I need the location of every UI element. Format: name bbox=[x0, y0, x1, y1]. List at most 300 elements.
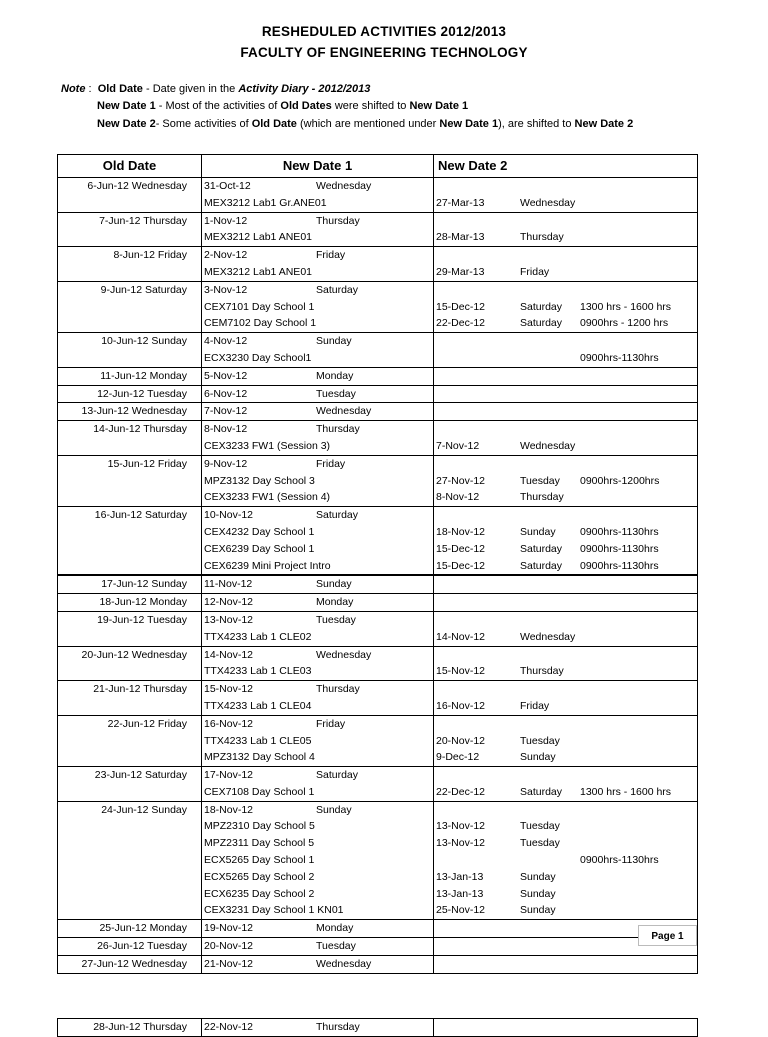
old-date: 24-Jun-12 Sunday bbox=[101, 803, 187, 816]
new-date-1-text: CEX7101 Day School 1 bbox=[204, 300, 315, 313]
new-date-1-line bbox=[202, 835, 433, 852]
table-row bbox=[58, 333, 698, 368]
new-date-1-text: CEX3233 FW1 (Session 4) bbox=[204, 491, 331, 504]
new-date-1-line bbox=[202, 541, 433, 558]
new-date-2-cell bbox=[434, 802, 698, 920]
new-date-2-line bbox=[434, 368, 697, 385]
new-date-2-text: 15-Dec-12 bbox=[436, 559, 486, 572]
note-text: were shifted to bbox=[331, 100, 410, 112]
new-date-1-text: MPZ3132 Day School 4 bbox=[204, 751, 315, 764]
new-date-1-cell bbox=[202, 507, 434, 574]
new-date-2-cell bbox=[434, 716, 698, 766]
old-date: 17-Jun-12 Sunday bbox=[101, 578, 187, 591]
new-date-1-text: TTX4233 Lab 1 CLE02 bbox=[204, 630, 312, 643]
document-subtitle: FACULTY OF ENGINEERING TECHNOLOGY bbox=[240, 45, 528, 60]
new-date-1-text: MEX3212 Lab1 ANE01 bbox=[204, 265, 312, 278]
new-date-1-day: Wednesday bbox=[316, 648, 372, 661]
new-date-1-line bbox=[202, 681, 433, 698]
new-date-1-line bbox=[202, 886, 433, 903]
new-date-2-text: 16-Nov-12 bbox=[436, 699, 486, 712]
old-date-cell bbox=[58, 612, 202, 646]
old-date: 25-Jun-12 Monday bbox=[99, 922, 187, 935]
old-date-cell bbox=[58, 456, 202, 506]
new-date-2-line bbox=[434, 716, 697, 733]
new-date-2-day: Sunday bbox=[520, 870, 556, 883]
new-date-1-text: CEX6239 Day School 1 bbox=[204, 542, 315, 555]
new-date-2-line bbox=[434, 507, 697, 524]
new-date-1-text: MPZ2310 Day School 5 bbox=[204, 820, 315, 833]
new-date-2-line bbox=[434, 749, 697, 766]
new-date-2-cell bbox=[434, 247, 698, 281]
table-row bbox=[58, 594, 698, 612]
table-row bbox=[58, 716, 698, 767]
new-date-2-line bbox=[434, 594, 697, 611]
new-date-2-line bbox=[434, 663, 697, 680]
new-date-1-text: ECX5265 Day School 2 bbox=[204, 870, 315, 883]
note-term: New Date 2 bbox=[97, 118, 156, 130]
new-date-2-time: 1300 hrs - 1600 hrs bbox=[580, 300, 672, 313]
new-date-2-text: 15-Dec-12 bbox=[436, 542, 486, 555]
old-date-cell bbox=[58, 767, 202, 801]
new-date-1-text: 19-Nov-12 bbox=[204, 922, 254, 935]
new-date-2-line bbox=[434, 541, 697, 558]
new-date-1-text: 17-Nov-12 bbox=[204, 769, 254, 782]
table-header bbox=[58, 155, 698, 178]
new-date-1-text: CEM7102 Day School 1 bbox=[204, 317, 317, 330]
note-term: New Date 1 bbox=[97, 100, 156, 112]
new-date-1-line bbox=[202, 473, 433, 490]
new-date-1-day: Saturday bbox=[316, 509, 359, 522]
new-date-1-cell bbox=[202, 333, 434, 367]
new-date-1-line bbox=[202, 767, 433, 784]
new-date-2-text: 13-Nov-12 bbox=[436, 837, 486, 850]
new-date-1-cell bbox=[202, 612, 434, 646]
new-date-2-line bbox=[434, 1019, 697, 1036]
new-date-2-day: Tuesday bbox=[520, 474, 560, 487]
new-date-2-text: 28-Mar-13 bbox=[436, 231, 485, 244]
new-date-2-time: 0900hrs-1130hrs bbox=[580, 525, 659, 538]
table-body bbox=[58, 178, 698, 974]
new-date-1-cell bbox=[202, 178, 434, 212]
new-date-2-line bbox=[434, 852, 697, 869]
new-date-1-cell bbox=[202, 681, 434, 715]
new-date-1-day: Thursday bbox=[316, 683, 360, 696]
old-date: 18-Jun-12 Monday bbox=[99, 596, 187, 609]
new-date-1-text: 5-Nov-12 bbox=[204, 369, 248, 382]
new-date-2-line bbox=[434, 886, 697, 903]
new-date-1-text: MPZ2311 Day School 5 bbox=[204, 837, 315, 850]
new-date-1-text: 4-Nov-12 bbox=[204, 335, 248, 348]
new-date-1-text: 21-Nov-12 bbox=[204, 957, 254, 970]
new-date-1-cell bbox=[202, 386, 434, 403]
new-date-1-day: Tuesday bbox=[316, 940, 356, 953]
old-date: 14-Jun-12 Thursday bbox=[93, 423, 187, 436]
new-date-2-line bbox=[434, 299, 697, 316]
old-date: 10-Jun-12 Sunday bbox=[101, 335, 187, 348]
page-label: Page 1 bbox=[638, 925, 697, 946]
new-date-2-text: 27-Nov-12 bbox=[436, 474, 486, 487]
new-date-1-line bbox=[202, 920, 433, 937]
new-date-1-line bbox=[202, 350, 433, 367]
new-date-2-line bbox=[434, 456, 697, 473]
new-date-1-line bbox=[202, 213, 433, 230]
new-date-2-day: Thursday bbox=[520, 231, 564, 244]
new-date-2-line bbox=[434, 802, 697, 819]
table-row bbox=[58, 612, 698, 647]
old-date-cell bbox=[58, 282, 202, 332]
new-date-2-day: Saturday bbox=[520, 300, 563, 313]
new-date-1-text: 18-Nov-12 bbox=[204, 803, 254, 816]
old-date: 23-Jun-12 Saturday bbox=[94, 769, 187, 782]
table-row bbox=[58, 767, 698, 802]
new-date-1-text: 20-Nov-12 bbox=[204, 940, 254, 953]
new-date-1-line bbox=[202, 456, 433, 473]
new-date-2-day: Tuesday bbox=[520, 820, 560, 833]
new-date-2-line bbox=[434, 733, 697, 750]
old-date-cell bbox=[58, 920, 202, 937]
new-date-1-line bbox=[202, 902, 433, 919]
new-date-2-line bbox=[434, 195, 697, 212]
new-date-1-day: Wednesday bbox=[316, 180, 372, 192]
new-date-2-line bbox=[434, 315, 697, 332]
old-date-cell bbox=[58, 368, 202, 385]
new-date-1: 22-Nov-12 bbox=[204, 1021, 254, 1033]
new-date-1-day: Thursday bbox=[316, 1021, 360, 1033]
new-date-1-day: Thursday bbox=[316, 423, 360, 436]
new-date-1-line bbox=[202, 818, 433, 835]
new-date-1-cell bbox=[202, 576, 434, 593]
new-date-2-line bbox=[434, 247, 697, 264]
new-date-2-line bbox=[434, 282, 697, 299]
new-date-1-line bbox=[202, 403, 433, 420]
new-date-1-day: Thursday bbox=[316, 214, 360, 227]
new-date-1-day: Friday bbox=[316, 717, 346, 730]
table-row bbox=[58, 368, 698, 386]
new-date-2-line bbox=[434, 264, 697, 281]
new-date-2-day: Thursday bbox=[520, 665, 564, 678]
old-date-cell bbox=[58, 716, 202, 766]
new-date-2-time: 0900hrs-1130hrs bbox=[580, 542, 659, 555]
new-date-2-line bbox=[434, 784, 697, 801]
new-date-2-cell bbox=[434, 368, 698, 385]
new-date-2-text: 14-Nov-12 bbox=[436, 630, 486, 643]
note-text: ), are shifted to bbox=[498, 118, 575, 130]
new-date-1-text: CEX4232 Day School 1 bbox=[204, 525, 315, 538]
old-date: 8-Jun-12 Friday bbox=[113, 249, 187, 262]
new-date-2-line bbox=[434, 956, 697, 973]
new-date-1-line bbox=[202, 629, 433, 646]
new-date-1-text: 3-Nov-12 bbox=[204, 283, 248, 296]
new-date-2-day: Friday bbox=[520, 699, 550, 712]
note-term: New Date 1 bbox=[409, 100, 469, 112]
note-text: (which are mentioned under bbox=[296, 118, 440, 130]
new-date-1-cell bbox=[202, 403, 434, 420]
new-date-1-cell bbox=[202, 282, 434, 332]
new-date-2-line bbox=[434, 438, 697, 455]
new-date-1-cell bbox=[202, 213, 434, 247]
new-date-2-line bbox=[434, 229, 697, 246]
new-date-2-day: Saturday bbox=[520, 317, 563, 330]
new-date-2-line bbox=[434, 629, 697, 646]
table-row bbox=[58, 386, 698, 404]
old-date-cell bbox=[58, 178, 202, 212]
header-old-date: Old Date bbox=[58, 155, 202, 177]
old-date: 21-Jun-12 Thursday bbox=[93, 683, 187, 696]
old-date-cell bbox=[58, 213, 202, 247]
new-date-1-line bbox=[202, 647, 433, 664]
new-date-2-line bbox=[434, 869, 697, 886]
old-date: 28-Jun-12 Thursday bbox=[93, 1021, 187, 1033]
old-date: 11-Jun-12 Monday bbox=[100, 369, 187, 382]
table-row bbox=[58, 920, 698, 938]
new-date-1-text: MPZ3132 Day School 3 bbox=[204, 474, 315, 487]
new-date-1-line bbox=[202, 663, 433, 680]
old-date: 27-Jun-12 Wednesday bbox=[81, 957, 187, 970]
old-date: 9-Jun-12 Saturday bbox=[100, 283, 187, 296]
new-date-1-day: Monday bbox=[316, 369, 354, 382]
new-date-1-day: Sunday bbox=[316, 335, 352, 348]
old-date-cell bbox=[58, 956, 202, 973]
table-row bbox=[58, 576, 698, 594]
table-row bbox=[58, 1019, 698, 1037]
new-date-1-day: Friday bbox=[316, 457, 346, 470]
new-date-1-text: 12-Nov-12 bbox=[204, 596, 254, 609]
new-date-2-line bbox=[434, 902, 697, 919]
new-date-2-cell bbox=[434, 767, 698, 801]
new-date-1-text: TTX4233 Lab 1 CLE05 bbox=[204, 734, 312, 747]
new-date-1-text: ECX3230 Day School1 bbox=[204, 351, 312, 364]
new-date-1-line bbox=[202, 507, 433, 524]
old-date: 15-Jun-12 Friday bbox=[107, 457, 187, 470]
old-date-cell bbox=[58, 938, 202, 955]
new-date-2-cell bbox=[434, 681, 698, 715]
table-row bbox=[58, 247, 698, 282]
new-date-1-text: 2-Nov-12 bbox=[204, 249, 248, 262]
old-date: 7-Jun-12 Thursday bbox=[99, 214, 187, 227]
new-date-2-cell bbox=[434, 612, 698, 646]
new-date-1-line bbox=[202, 749, 433, 766]
new-date-1-text: TTX4233 Lab 1 CLE04 bbox=[204, 699, 312, 712]
new-date-1-text: 16-Nov-12 bbox=[204, 717, 254, 730]
table-row bbox=[58, 178, 698, 213]
note-term: New Date 1 bbox=[439, 118, 499, 130]
new-date-1-line bbox=[202, 247, 433, 264]
new-date-2-day: Sunday bbox=[520, 904, 556, 917]
new-date-1-line bbox=[202, 421, 433, 438]
new-date-1-line bbox=[202, 264, 433, 281]
new-date-1-day: Sunday bbox=[316, 578, 352, 591]
new-date-2-cell bbox=[434, 647, 698, 681]
new-date-1-text: 13-Nov-12 bbox=[204, 613, 254, 626]
new-date-2-day: Sunday bbox=[520, 525, 556, 538]
old-date-cell bbox=[58, 386, 202, 403]
new-date-2-cell bbox=[434, 956, 698, 973]
new-date-1-cell bbox=[202, 920, 434, 937]
new-date-2-text: 22-Dec-12 bbox=[436, 317, 486, 330]
table-row bbox=[58, 507, 698, 576]
new-date-2-line bbox=[434, 681, 697, 698]
schedule-table bbox=[57, 154, 698, 974]
new-date-2-day: Wednesday bbox=[520, 630, 576, 643]
new-date-2-line bbox=[434, 835, 697, 852]
new-date-2-cell bbox=[434, 386, 698, 403]
new-date-1-text: 6-Nov-12 bbox=[204, 387, 248, 400]
new-date-2-time: 0900hrs-1130hrs bbox=[580, 854, 659, 867]
note-text: - Date given in the bbox=[142, 83, 239, 95]
old-date-cell bbox=[58, 647, 202, 681]
new-date-1-cell bbox=[202, 421, 434, 455]
new-date-2-text: 13-Jan-13 bbox=[436, 887, 484, 900]
new-date-1-text: 1-Nov-12 bbox=[204, 214, 248, 227]
new-date-2-line bbox=[434, 576, 697, 593]
old-date-cell bbox=[58, 802, 202, 920]
new-date-2-text: 15-Dec-12 bbox=[436, 300, 486, 313]
new-date-2-day: Friday bbox=[520, 265, 550, 278]
new-date-1-line bbox=[202, 368, 433, 385]
new-date-2-line bbox=[434, 403, 697, 420]
new-date-1-text: CEX3231 Day School 1 KN01 bbox=[204, 904, 344, 917]
new-date-1-line bbox=[202, 195, 433, 212]
new-date-2-day: Saturday bbox=[520, 785, 563, 798]
new-date-1-line bbox=[202, 956, 433, 973]
new-date-1-cell bbox=[202, 247, 434, 281]
new-date-1-line bbox=[202, 802, 433, 819]
new-date-1-text: CEX3233 FW1 (Session 3) bbox=[204, 439, 331, 452]
new-date-1-cell bbox=[202, 647, 434, 681]
new-date-2-text: 25-Nov-12 bbox=[436, 904, 486, 917]
new-date-2-cell bbox=[434, 403, 698, 420]
new-date-1-text: MEX3212 Lab1 Gr.ANE01 bbox=[204, 196, 327, 209]
table-row bbox=[58, 938, 698, 956]
new-date-2-line bbox=[434, 524, 697, 541]
new-date-1-line bbox=[202, 852, 433, 869]
new-date-2-day: Saturday bbox=[520, 559, 563, 572]
new-date-1-cell bbox=[202, 456, 434, 506]
new-date-2-line bbox=[434, 333, 697, 350]
new-date-2-line bbox=[434, 386, 697, 403]
new-date-1-cell bbox=[202, 716, 434, 766]
table-row bbox=[58, 647, 698, 682]
new-date-1-text: 15-Nov-12 bbox=[204, 683, 254, 696]
new-date-1-line bbox=[202, 282, 433, 299]
new-date-2-time: 0900hrs-1130hrs bbox=[580, 351, 659, 364]
new-date-2-cell bbox=[434, 282, 698, 332]
old-date: 19-Jun-12 Tuesday bbox=[97, 613, 187, 626]
old-date-cell bbox=[58, 403, 202, 420]
new-date-2-text: 20-Nov-12 bbox=[436, 734, 486, 747]
new-date-1-day: Friday bbox=[316, 249, 346, 262]
new-date-1-cell bbox=[202, 767, 434, 801]
old-date-cell bbox=[58, 594, 202, 611]
new-date-1-line bbox=[202, 229, 433, 246]
new-date-1-line bbox=[202, 558, 433, 575]
new-date-2-line bbox=[434, 178, 697, 195]
new-date-1-text: ECX6235 Day School 2 bbox=[204, 887, 315, 900]
new-date-2-line bbox=[434, 767, 697, 784]
note-term: New Date 2 bbox=[574, 118, 634, 130]
new-date-1-line bbox=[202, 315, 433, 332]
table-row bbox=[58, 213, 698, 248]
new-date-1-text: 9-Nov-12 bbox=[204, 457, 248, 470]
new-date-1-line bbox=[202, 733, 433, 750]
old-date: 13-Jun-12 Wednesday bbox=[81, 405, 187, 418]
new-date-1-text: ECX5265 Day School 1 bbox=[204, 854, 315, 867]
old-date-cell bbox=[58, 333, 202, 367]
new-date-1-text: TTX4233 Lab 1 CLE03 bbox=[204, 665, 312, 678]
old-date-cell bbox=[58, 507, 202, 574]
new-date-2-cell bbox=[434, 333, 698, 367]
new-date-2-day: Sunday bbox=[520, 887, 556, 900]
new-date-1-line bbox=[202, 524, 433, 541]
new-date-2-time: 0900hrs-1130hrs bbox=[580, 559, 659, 572]
note-text: - Some activities of bbox=[155, 118, 252, 130]
new-date-1-text: 31-Oct-12 bbox=[204, 180, 251, 192]
new-date-2-day: Sunday bbox=[520, 751, 556, 764]
new-date-2-text: 15-Nov-12 bbox=[436, 665, 486, 678]
new-date-1-line bbox=[202, 178, 433, 195]
new-date-2-time: 0900hrs-1200hrs bbox=[580, 474, 660, 487]
old-date: 16-Jun-12 Saturday bbox=[94, 509, 187, 522]
table-row bbox=[58, 421, 698, 456]
new-date-1-text: MEX3212 Lab1 ANE01 bbox=[204, 231, 312, 244]
new-date-1-line bbox=[202, 612, 433, 629]
new-date-2-cell bbox=[434, 421, 698, 455]
new-date-1-text: 14-Nov-12 bbox=[204, 648, 254, 661]
new-date-2-cell bbox=[434, 576, 698, 593]
new-date-1-day: Saturday bbox=[316, 283, 359, 296]
old-date-cell bbox=[58, 576, 202, 593]
new-date-2-day: Tuesday bbox=[520, 734, 560, 747]
note-line-1: Note : Old Date - Date given in the Activity Diary - 2012/2013 bbox=[61, 83, 371, 95]
old-date-cell bbox=[58, 421, 202, 455]
new-date-1-day: Monday bbox=[316, 596, 354, 609]
new-date-2-day: Thursday bbox=[520, 491, 564, 504]
new-date-1-text: CEX7108 Day School 1 bbox=[204, 785, 315, 798]
new-date-2-text: 27-Mar-13 bbox=[436, 196, 485, 209]
new-date-1-day: Tuesday bbox=[316, 387, 356, 400]
new-date-2-line bbox=[434, 473, 697, 490]
new-date-2-text: 18-Nov-12 bbox=[436, 525, 486, 538]
new-date-2-cell bbox=[434, 178, 698, 212]
new-date-2-cell bbox=[434, 1019, 698, 1036]
old-date: 20-Jun-12 Wednesday bbox=[81, 648, 187, 661]
new-date-2-text: 22-Dec-12 bbox=[436, 785, 486, 798]
new-date-2-line bbox=[434, 647, 697, 664]
new-date-1-line bbox=[202, 784, 433, 801]
new-date-1-line bbox=[202, 386, 433, 403]
table-row bbox=[58, 802, 698, 921]
new-date-2-time: 1300 hrs - 1600 hrs bbox=[580, 785, 672, 798]
new-date-2-text: 13-Nov-12 bbox=[436, 820, 486, 833]
new-date-2-cell bbox=[434, 456, 698, 506]
table-row bbox=[58, 403, 698, 421]
new-date-1-line bbox=[202, 938, 433, 955]
new-date-2-line bbox=[434, 612, 697, 629]
new-date-1-line bbox=[202, 438, 433, 455]
table-row bbox=[58, 681, 698, 716]
new-date-1-day: Wednesday bbox=[316, 405, 372, 418]
new-date-1-line bbox=[202, 1019, 433, 1036]
new-date-1-line bbox=[202, 333, 433, 350]
old-date-cell bbox=[58, 1019, 202, 1036]
note-term: Old Dates bbox=[280, 100, 332, 112]
note-text: - Most of the activities of bbox=[155, 100, 281, 112]
new-date-2-text: 8-Nov-12 bbox=[436, 491, 480, 504]
table-row bbox=[58, 956, 698, 974]
note-label: Note bbox=[61, 83, 86, 95]
note-term: Old Date bbox=[251, 118, 297, 130]
new-date-2-text: 7-Nov-12 bbox=[436, 439, 480, 452]
